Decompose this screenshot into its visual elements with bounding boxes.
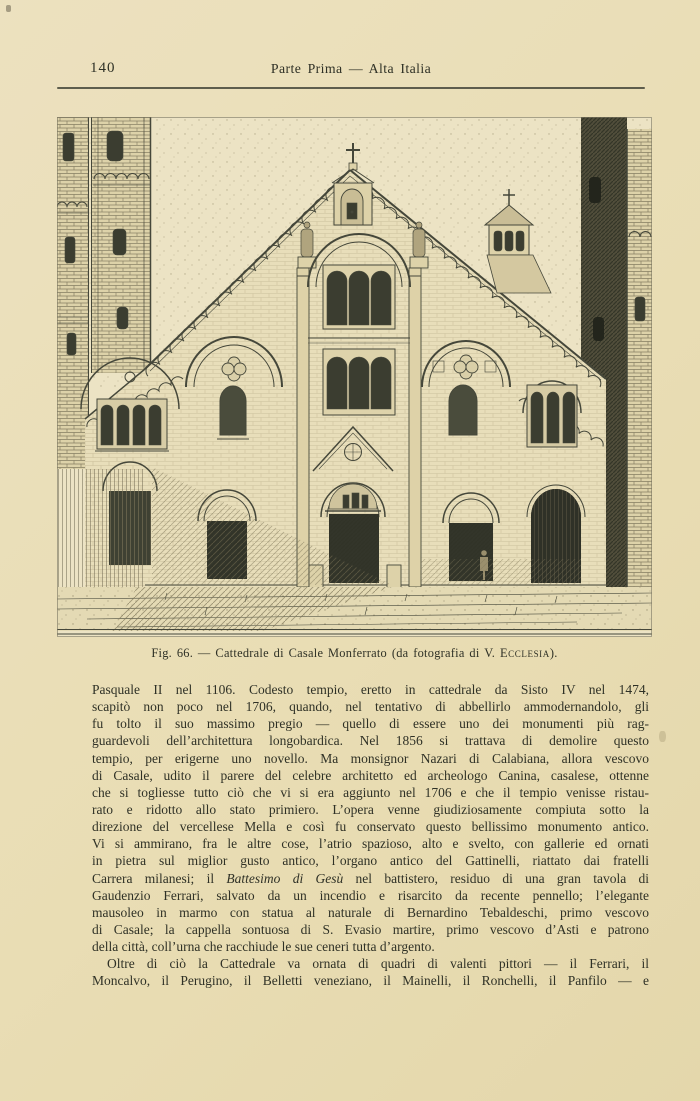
text-line: della città, coll’urna che racchiude le sue ceneri tutta d’argento.	[92, 939, 435, 955]
figure-engraving	[57, 117, 652, 637]
left-campanile	[91, 117, 151, 373]
header-rule	[57, 87, 645, 89]
text-line: Oltre di ciò la Cattedrale va ornata di quadri di valenti pittori — il Ferrari, il	[107, 956, 649, 972]
text-line: tempio, per erigerne uno novello. Ma monsignor Nazari di Calabiana, allora vescovo	[92, 750, 649, 766]
text-line: fu tolto il suo massimo pregio — quello di essere uno dei monumenti più rag-	[92, 716, 649, 732]
figure-caption	[57, 646, 652, 661]
text-line: Pasquale II nel 1106. Codesto tempio, eretto in cattedrale da Sisto IV nel 1474,	[92, 682, 649, 697]
cathedral-engraving	[57, 117, 652, 637]
caption-text: Fig. 66. — Cattedrale di Casale Monferrato (da fotografia di V.	[151, 646, 500, 660]
pavement	[57, 587, 652, 631]
page-header	[57, 58, 645, 80]
left-tower-far	[57, 117, 89, 469]
text-line: di Casale, udito il parere del celebre architetto ed archeologo Canina, casalese, ottenne	[92, 767, 649, 783]
text-line: mausoleo in marmo con statua al naturale di Bernardino Tebaldeschi, primo vescovo	[92, 904, 649, 920]
text-line: scapitò non poco nel 1706, quando, nel tentativo di abbellirlo ammodernandolo, gli	[92, 699, 649, 715]
text-line: in pietra sul miglior gusto antico, l’organo antico del Gattinelli, riattato dai fratelli	[92, 853, 649, 869]
text-line: Gaudenzio Ferrari, salvato da un incendio e risarcito da recente pennello; l’elegante	[92, 887, 649, 903]
scan-artifact	[659, 731, 666, 742]
text-line: di Casale; la cappella sontuosa di S. Evasio martire, primo vescovo d’Asti e patrono	[92, 921, 649, 937]
text-line: guardevoli dell’architettura longobardica. Nel 1856 si trattava di demolire questo	[92, 733, 649, 749]
caption-end: ).	[549, 646, 558, 660]
text-line: Carrera milanesi; il Battesimo di Gesù nel battistero, residuo di una gran tavola di	[92, 870, 650, 886]
page-number: 140	[90, 60, 116, 76]
running-title: Parte Prima — Alta Italia	[270, 61, 432, 76]
text-line: che si togliesse tutto ciò che vi si era aggiunto nel 1706 e che il tempio venisse ristau-	[92, 784, 649, 800]
text-line: direzione del vercellese Mella e così fu conservato questo bellissimo monumento antico.	[92, 819, 649, 835]
caption-smallcaps: Ecclesia	[500, 646, 550, 660]
text-line: Vi si ammirano, fra le altre cose, l’atrio spazioso, alto e svelto, con gallerie ed ornati	[92, 836, 649, 852]
body-text	[92, 681, 649, 990]
text-line: rato e ridotto allo stato primiero. L’opera venne giudiziosamente compiuta sotto la	[92, 801, 649, 817]
text-line: Moncalvo, il Perugino, il Belletti veneziano, il Mainelli, il Ronchelli, il Panfilo — e	[92, 973, 649, 989]
scan-speck	[6, 5, 11, 12]
